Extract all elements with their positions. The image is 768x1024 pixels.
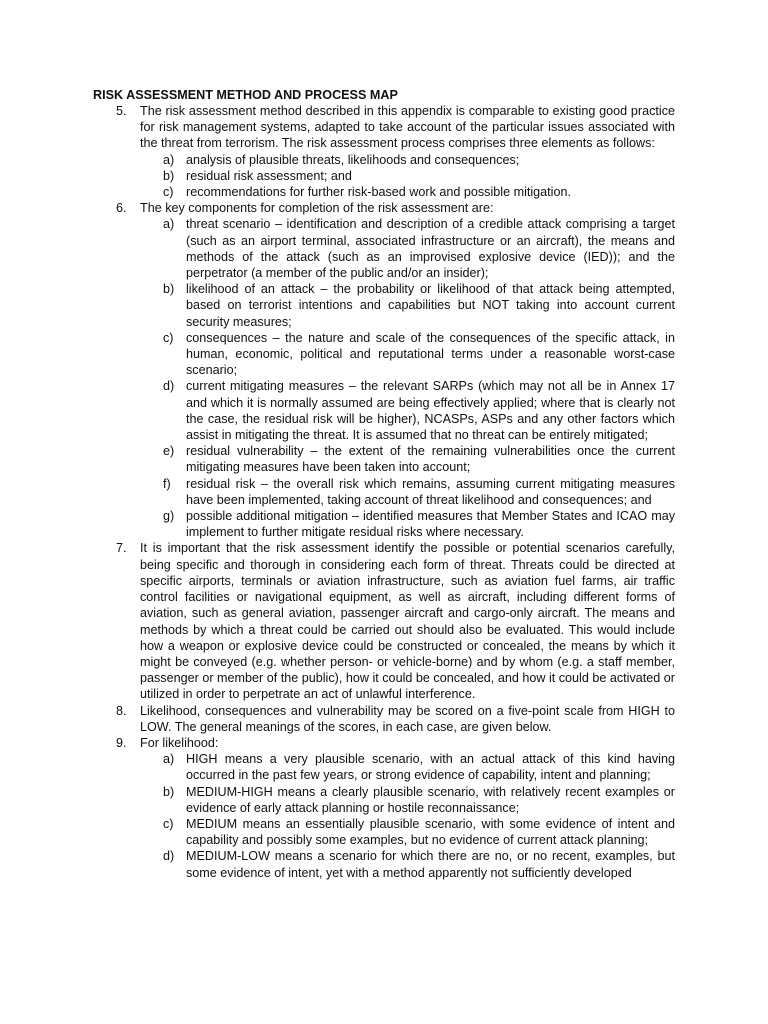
list-item-letter: d) — [163, 849, 175, 864]
paragraph-text: The key components for completion of the risk assessment are: — [140, 201, 494, 216]
list-item — [140, 848, 675, 880]
numbered-paragraph — [93, 735, 675, 881]
list-item — [140, 281, 675, 330]
paragraph-number: 9. — [116, 735, 127, 750]
section-heading: RISK ASSESSMENT METHOD AND PROCESS MAP — [93, 88, 398, 102]
list-item-letter: a) — [163, 752, 175, 767]
list-item — [140, 508, 675, 540]
list-item — [140, 751, 675, 783]
numbered-paragraph — [93, 540, 675, 702]
list-item-text: MEDIUM means an essentially plausible scenario, with some evidence of intent and capability and possibly some examples, but no evidence of current attack planning; — [186, 816, 675, 848]
numbered-paragraph — [93, 703, 675, 735]
list-item-text: residual vulnerability – the extent of the remaining vulnerabilities once the current mitigating measures have been taken into account; — [186, 444, 675, 475]
list-item-text: residual risk – the overall risk which remains, assuming current mitigating measures have been implemented, taking account of threat likelihood and consequences; and — [186, 476, 675, 507]
list-item — [140, 443, 675, 475]
list-item — [140, 168, 675, 184]
paragraph-text: For likelihood: — [140, 735, 219, 750]
list-item-letter: b) — [163, 282, 175, 297]
list-item-letter: b) — [163, 784, 175, 799]
list-item — [140, 816, 675, 848]
list-item-text: likelihood of an attack – the probability or likelihood of that attack being attempted, based on terrorist intentions and capabilities but NOT taking into account current security measures; — [186, 282, 675, 329]
paragraph-text: Likelihood, consequences and vulnerability may be scored on a five-point scale from HIGH to LOW. The general meanings of the scores, in each case, are given below. — [140, 703, 675, 734]
list-item — [140, 476, 675, 508]
numbered-paragraph — [93, 103, 675, 200]
list-item-letter: c) — [163, 816, 174, 831]
paragraph-number: 5. — [116, 104, 127, 118]
list-item — [140, 378, 675, 443]
paragraph-text: The risk assessment method described in this appendix is comparable to existing good practice for risk management systems, adapted to take account of the particular issues associated with the threat from terrorism. The risk assessment process comprises three elements as follows: — [140, 104, 675, 151]
paragraph-text: It is important that the risk assessment identify the possible or potential scenarios carefully, being specific and thorough in considering each form of threat. Threats could be directed at specific airports, terminals or aviation infrastructure, such as aviation fuel farms, air traffic control facilities or navigational equipment, as well as aircraft, including different forms of aviation, such as general aviation, passenger aircraft and cargo-only aircraft. The means and methods by which a threat could be carried out should also be evaluated. This would include how a weapon or explosive device could be constructed or concealed, the means by which it might be conveyed (e.g. whether person- or vehicle-borne) and by whom (e.g. a staff member, passenger or member of the public), how it could be concealed, and how it could be activated or utilized in order to perpetrate an act of unlawful interference. — [140, 541, 675, 702]
list-item — [140, 184, 675, 200]
list-item-letter: a) — [163, 217, 175, 232]
list-item-letter: f) — [163, 476, 171, 491]
list-item-letter: e) — [163, 444, 175, 459]
document-body — [93, 103, 675, 881]
numbered-paragraph — [93, 200, 675, 540]
list-item — [140, 216, 675, 281]
list-item-text: current mitigating measures – the relevant SARPs (which may not all be in Annex 17 and which it is normally assumed are being effectively applied; where that is clearly not the case, the residual risk will be higher), NCASPs, ASPs and any other factors which assist in mitigating the threat. It is assumed that no threat can be entirely mitigated; — [186, 379, 675, 443]
list-item — [140, 330, 675, 379]
paragraph-number: 8. — [116, 703, 127, 718]
list-item — [140, 784, 675, 816]
list-item-text: possible additional mitigation – identified measures that Member States and ICAO may implement to further mitigate residual risks where necessary. — [186, 509, 675, 540]
list-item-letter: b) — [163, 168, 175, 183]
list-item-text: MEDIUM-LOW means a scenario for which there are no, or no recent, examples, but some evidence of intent, yet with a method apparently not sufficiently developed — [186, 849, 675, 880]
list-item-letter: a) — [163, 152, 175, 167]
list-item-letter: c) — [163, 185, 174, 200]
list-item-letter: c) — [163, 330, 174, 345]
paragraph-number: 7. — [116, 541, 127, 556]
list-item-text: consequences – the nature and scale of the consequences of the specific attack, in human, economic, political and reputational terms under a reasonable worst-case scenario; — [186, 330, 675, 378]
list-item-text: threat scenario – identification and description of a credible attack comprising a target (such as an airport terminal, associated infrastructure or an aircraft), the means and methods of the attack (such as an improvised explosive device (IED)); and the perpetrator (a member of the public and/or an insider); — [186, 217, 675, 281]
list-item-letter: g) — [163, 509, 175, 524]
list-item-text: recommendations for further risk-based work and possible mitigation. — [186, 185, 571, 200]
list-item — [140, 152, 675, 168]
list-item-text: analysis of plausible threats, likelihoods and consequences; — [186, 152, 520, 167]
list-item-text: MEDIUM-HIGH means a clearly plausible scenario, with relatively recent examples or evidence of early attack planning or hostile reconnaissance; — [186, 784, 675, 815]
paragraph-number: 6. — [116, 201, 127, 216]
list-item-text: HIGH means a very plausible scenario, with an actual attack of this kind having occurred in the past few years, or strong evidence of capability, intent and planning; — [186, 752, 675, 783]
list-item-letter: d) — [163, 379, 175, 394]
list-item-text: residual risk assessment; and — [186, 168, 352, 183]
